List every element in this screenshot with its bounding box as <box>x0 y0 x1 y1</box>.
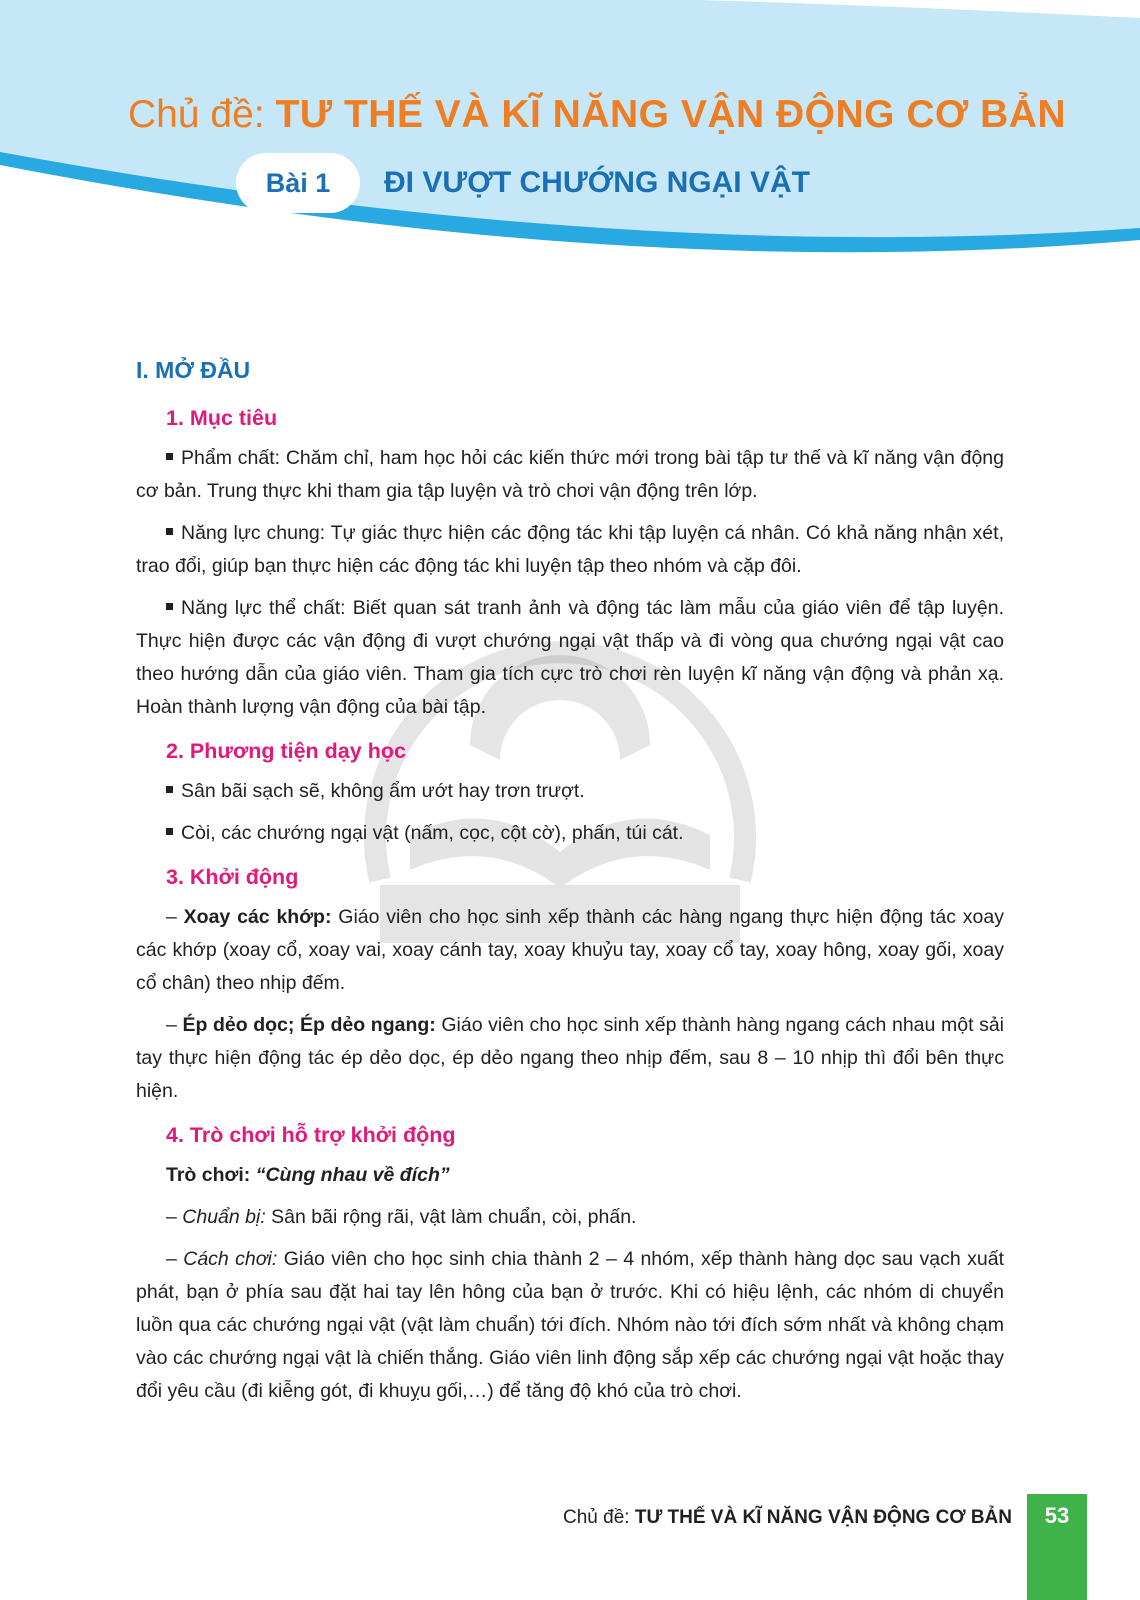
paragraph-nang-luc-chung <box>136 517 1004 583</box>
lesson-label: Bài 1 <box>236 153 360 213</box>
term-label: Chuẩn bị: <box>182 1206 266 1228</box>
paragraph-cach-choi: – Cách chơi: Giáo viên cho học sinh chia thành 2 – 4 nhóm, xếp thành hàng dọc sau vạch xuất phát, bạn ở phía sau đặt hai tay lên hông của bạn ở trước. Khi có hiệu lệnh, các nhóm di chuyển luồn qua các chướng ngại vật (vật làm chuẩn) tới đích. Nhóm nào tới đích sớm nhất và không chạm vào các chướng ngại vật là chiến thắng. Giáo viên linh động sắp xếp các chướng ngại vật hoặc thay đổi yêu cầu (đi kiễng gót, đi khuỵu gối,…) để tăng độ khó của trò chơi. <box>136 1248 1004 1402</box>
square-bullet-icon <box>166 453 173 460</box>
section-heading-mo-dau: I. MỞ ĐẦU <box>136 357 251 383</box>
paragraph-chuan-bi: – Chuẩn bị: Sân bãi rộng rãi, vật làm chuẩn, còi, phấn. <box>166 1206 637 1228</box>
topic-main-title: TƯ THẾ VÀ KĨ NĂNG VẬN ĐỘNG CƠ BẢN <box>275 93 1067 136</box>
footer-running-title <box>563 1503 1012 1533</box>
square-bullet-icon <box>166 786 173 793</box>
paragraph-text: Sân bãi rộng rãi, vật làm chuẩn, còi, phấn. <box>265 1206 637 1228</box>
subheading-phuong-tien: 2. Phương tiện dạy học <box>166 739 406 763</box>
game-name: “Cùng nhau về đích” <box>255 1164 450 1186</box>
paragraph-text: Giáo viên cho học sinh chia thành 2 – 4 nhóm, xếp thành hàng dọc sau vạch xuất phát, bạn ở phía sau đặt hai tay lên hông của bạn ở trước. Khi có hiệu lệnh, các nhóm di chuyển luồn qua các chướng ngại vật (vật làm chuẩn) tới đích. Nhóm nào tới đích sớm nhất và không chạm vào các chướng ngại vật là chiến thắng. Giáo viên linh động sắp xếp các chướng ngại vật hoặc thay đổi yêu cầu (đi kiễng gót, đi khuỵu gối,…) để tăng độ khó của trò chơi. <box>136 1248 1004 1402</box>
paragraph-text: Phẩm chất: Chăm chỉ, ham học hỏi các kiến thức mới trong bài tập tư thế và kĩ năng vận động cơ bản. Trung thực khi tham gia tập luyện và trò chơi vận động trên lớp. <box>136 447 1004 502</box>
page-number-tab <box>1027 1494 1087 1600</box>
subheading-tro-choi: 4. Trò chơi hỗ trợ khởi động <box>166 1123 456 1147</box>
square-bullet-icon <box>166 528 173 535</box>
footer-title: TƯ THẾ VÀ KĨ NĂNG VẬN ĐỘNG CƠ BẢN <box>634 1507 1012 1528</box>
paragraph-dung-cu <box>136 817 1004 850</box>
paragraph-text: Giáo viên cho học sinh xếp thành hàng ngang cách nhau một sải tay thực hiện động tác ép dẻo dọc, ép dẻo ngang theo nhịp đếm, sau 8 – 10 nhịp thì đổi bên thực hiện. <box>136 1014 1005 1102</box>
paragraph-text: Năng lực chung: Tự giác thực hiện các động tác khi tập luyện cá nhân. Có khả năng nhận xét, trao đổi, giúp bạn thực hiện các động tác khi luyện tập theo nhóm và cặp đôi. <box>136 522 1004 577</box>
paragraph-pham-chat <box>136 442 1004 508</box>
paragraph-text: Giáo viên cho học sinh xếp thành các hàng ngang thực hiện động tác xoay các khớp (xoay cổ, xoay vai, xoay cánh tay, xoay khuỷu tay, xoay cổ tay, xoay hông, xoay gối, xoay cổ chân) theo nhịp đếm. <box>136 906 1004 994</box>
paragraph-text: Còi, các chướng ngại vật (nấm, cọc, cột cờ), phấn, túi cát. <box>181 822 684 844</box>
topic-title <box>128 90 1128 140</box>
game-title <box>136 1159 1004 1192</box>
page-content <box>136 350 1004 1417</box>
paragraph-xoay-khop: – Xoay các khớp: Giáo viên cho học sinh xếp thành các hàng ngang thực hiện động tác xoay các khớp (xoay cổ, xoay vai, xoay cánh tay, xoay khuỷu tay, xoay cổ tay, xoay hông, xoay gối, xoay cổ chân) theo nhịp đếm. <box>136 906 1004 994</box>
game-prefix: Trò chơi: <box>166 1164 256 1186</box>
footer-prefix: Chủ đề: <box>563 1507 635 1528</box>
paragraph-ep-deo: – Ép dẻo dọc; Ép dẻo ngang: Giáo viên cho học sinh xếp thành hàng ngang cách nhau một sải tay thực hiện động tác ép dẻo dọc, ép dẻo ngang theo nhịp đếm, sau 8 – 10 nhịp thì đổi bên thực hiện. <box>136 1014 1005 1102</box>
topic-prefix: Chủ đề: <box>128 93 265 136</box>
paragraph-san-bai <box>136 775 1004 808</box>
term-label: Cách chơi: <box>183 1248 278 1270</box>
subheading-khoi-dong: 3. Khởi động <box>166 865 299 889</box>
square-bullet-icon <box>166 828 173 835</box>
subheading-muc-tieu: 1. Mục tiêu <box>166 406 278 430</box>
paragraph-text: Sân bãi sạch sẽ, không ẩm ướt hay trơn trượt. <box>181 780 585 802</box>
page-number: 53 <box>1044 1503 1070 1528</box>
term-label: Xoay các khớp: <box>183 906 332 928</box>
square-bullet-icon <box>166 603 173 610</box>
paragraph-text: Năng lực thể chất: Biết quan sát tranh ảnh và động tác làm mẫu của giáo viên để tập luyện. Thực hiện được các vận động đi vượt chướng ngại vật thấp và đi vòng qua chướng ngại vật cao theo hướng dẫn của giáo viên. Tham gia tích cực trò chơi rèn luyện kĩ năng vận động và phản xạ. Hoàn thành lượng vận động của bài tập. <box>136 597 1004 718</box>
term-label: Ép dẻo dọc; Ép dẻo ngang: <box>182 1014 436 1036</box>
lesson-title: ĐI VƯỢT CHƯỚNG NGẠI VẬT <box>384 166 810 199</box>
paragraph-nang-luc-the-chat <box>136 592 1004 724</box>
